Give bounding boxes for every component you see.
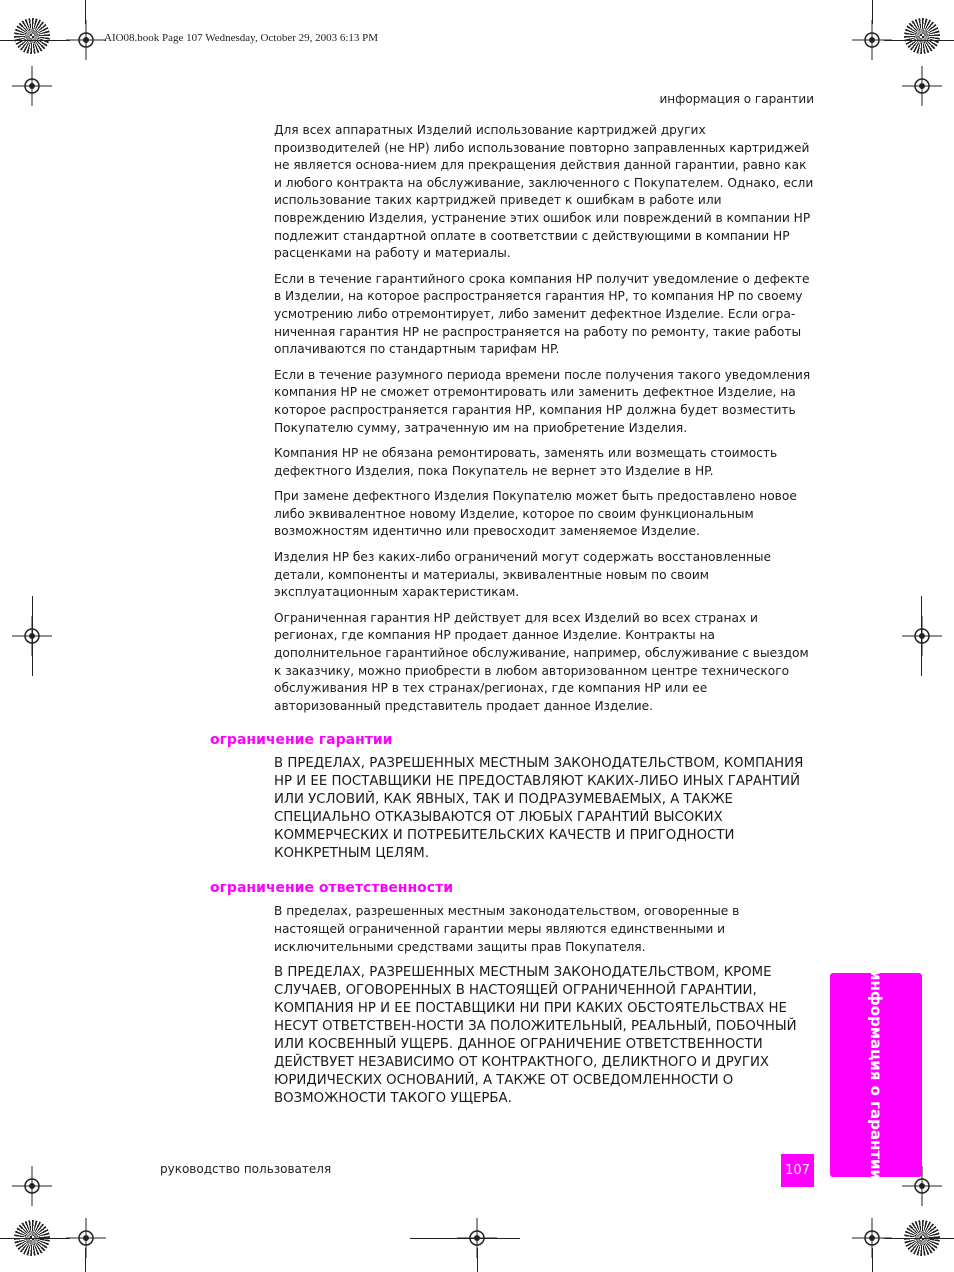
paragraph: Ограниченная гарантия HP действует для всех Изделий во всех странах и регионах, где компания HP продает данное Изделие. Контракты на дополнительное гарантийное обслуживание, например, обслуживание с выездом к заказчику, можно приобрести в любом авторизованном центре технического обслуживания HP в тех странах/регионах, где компания HP или ее авторизованный представитель продает данное Изделие. xyxy=(274,610,809,713)
paragraph: Если в течение разумного периода времени после получения такого уведомления компания HP не сможет отремонтировать или заменить дефектное Изделие, на которое распространяется гарантия HP, компания HP должна будет возместить Покупателю сумму, затраченную им на приобретение Изделия. xyxy=(274,367,811,435)
paragraph-caps: В ПРЕДЕЛАХ, РАЗРЕШЕННЫХ МЕСТНЫМ ЗАКОНОДАТЕЛЬСТВОМ, КРОМЕ СЛУЧАЕВ, ОГОВОРЕННЫХ В НАСТОЯЩЕЙ ОГРАНИЧЕННОЙ ГАРАНТИИ, КОМПАНИЯ HP И ЕЕ ПОСТАВЩИКИ НИ ПРИ КАКИХ ОБСТОЯТЕЛЬСТВАХ НЕ НЕСУТ ОТВЕТСТВЕН-НОСТИ ЗА ПОЛОЖИТЕЛЬНЫЙ, РЕАЛЬНЫЙ, ПОБОЧНЫЙ ИЛИ КОСВЕННЫЙ УЩЕРБ. ДАННОЕ ОГРАНИЧЕНИЕ ОТВЕТСТВЕННОСТИ ДЕЙСТВУЕТ НЕЗАВИСИМО ОТ КОНТРАКТНОГО, ДЕЛИКТНОГО И ДРУГИХ ЮРИДИЧЕСКИХ ОСНОВАНИЙ, А ТАКЖЕ ОТ ОСВЕДОМЛЕННОСТИ О ВОЗМОЖНОСТИ ТАКОГО УЩЕРБА. xyxy=(274,965,797,1107)
registration-rosette-icon xyxy=(904,18,940,54)
crosshair-mark-icon xyxy=(66,1218,106,1258)
crop-line xyxy=(884,1238,954,1239)
paragraph-caps: В ПРЕДЕЛАХ, РАЗРЕШЕННЫХ МЕСТНЫМ ЗАКОНОДАТЕЛЬСТВОМ, КОМПАНИЯ HP И ЕЕ ПОСТАВЩИКИ НЕ ПРЕДОСТАВЛЯЮТ КАКИХ-ЛИБО ИНЫХ ГАРАНТИЙ ИЛИ УСЛОВИЙ, КАК ЯВНЫХ, ТАК И ПОДРАЗУМЕВАЕМЫХ, А ТАКЖЕ СПЕЦИАЛЬНО ОТКАЗЫВАЮТСЯ ОТ ЛЮБЫХ ГАРАНТИЙ ВЫСОКИХ КОММЕРЧЕСКИХ И ПОТРЕБИТЕЛЬСКИХ КАЧЕСТВ И ПРИГОДНОСТИ КОНКРЕТНЫМ ЦЕЛЯМ. xyxy=(274,756,804,862)
side-tab-label: информация о гарантии xyxy=(867,969,885,1181)
crosshair-mark-icon xyxy=(12,66,52,106)
chapter-side-tab xyxy=(830,969,922,1181)
paragraph: Компания HP не обязана ремонтировать, заменять или возмещать стоимость дефектного Изделия, пока Покупатель не вернет это Изделие в HP. xyxy=(274,446,778,478)
crop-line xyxy=(410,1238,520,1239)
paragraph: Для всех аппаратных Изделий использование картриджей других производителей (не HP) либо использование повторно заправленных картриджей не является основа-нием для прекращения действия данной гарантии, равно как и любого контракта на обслуживание, заключенного с Покупателем. Однако, если использование таких картриджей приведет к ошибкам в работе или повреждению Изделия, устранение этих ошибок или повреждений в компании HP подлежит стандартной оплате в соответствии с действующими в компании HP расценками на работу и материалы. xyxy=(274,123,814,261)
crop-line xyxy=(872,1248,873,1272)
crop-line xyxy=(85,0,86,24)
crosshair-mark-icon xyxy=(66,20,106,60)
paragraph: Изделия HP без каких-либо ограничений могут содержать восстановленные детали, компоненты и материалы, эквивалентные новым по своим эксплуатационным характеристикам. xyxy=(274,550,772,600)
paragraph: В пределах, разрешенных местным законодательством, оговоренные в настоящей ограниченной гарантии меры являются единственными и исключительными средствами защиты прав Покупателя. xyxy=(274,904,740,954)
crosshair-mark-icon xyxy=(902,66,942,106)
crop-line xyxy=(477,1248,478,1272)
crosshair-mark-icon xyxy=(12,1166,52,1206)
paragraph: При замене дефектного Изделия Покупателю может быть предоставлено новое либо эквивалентное новому Изделие, которое по своим функциональным возможностям идентично или превосходит заменяемое Изделие. xyxy=(274,489,797,539)
section-heading-liability-limitation: ограничение ответственности xyxy=(210,880,453,897)
crop-line xyxy=(0,40,70,41)
page-number: 107 xyxy=(781,1154,814,1187)
printer-slug: AIO08.book Page 107 Wednesday, October 29, 2003 6:13 PM xyxy=(104,32,379,44)
registration-rosette-icon xyxy=(14,18,50,54)
crop-line xyxy=(884,40,954,41)
crop-line xyxy=(872,0,873,24)
crosshair-mark-icon xyxy=(902,616,942,656)
crop-line xyxy=(32,596,33,676)
running-header: информация о гарантии xyxy=(659,92,814,106)
crop-line xyxy=(921,596,922,676)
paragraph: Если в течение гарантийного срока компания HP получит уведомление о дефекте в Изделии, на которое распространяется гарантия HP, то компания HP по своему усмотрению либо отремонтирует, либо заменит дефектное Изделие. Если огра-ниченная гарантия HP не распространяется на работу по ремонту, такие работы оплачиваются по стандартным тарифам HP. xyxy=(274,271,810,357)
footer-title: руководство пользователя xyxy=(160,1162,332,1176)
section-heading-warranty-limitation: ограничение гарантии xyxy=(210,732,393,749)
page-content xyxy=(210,122,814,1118)
crop-line xyxy=(85,1248,86,1272)
crop-line xyxy=(0,1238,70,1239)
